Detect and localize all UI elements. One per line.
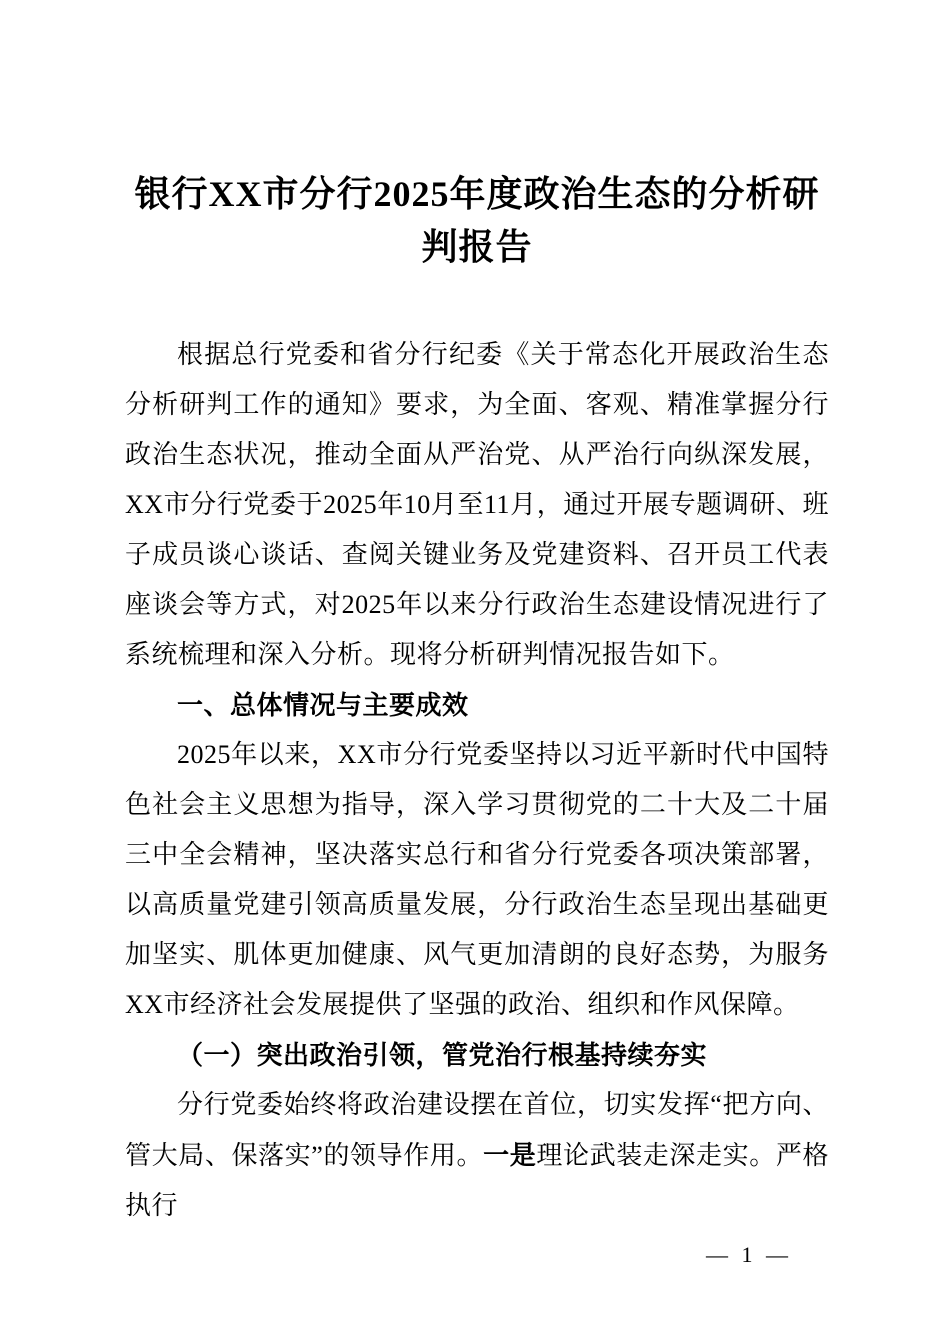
paragraph-political-leadership-rest: 理论武装走深走实。严格执行 [125,1141,829,1220]
paragraph-political-leadership-bold-marker: 一是 [483,1140,537,1170]
paragraph-overview: 2025年以来，XX市分行党委坚持以习近平新时代中国特色社会主义思想为指导，深入学习贯彻党的二十大及二十届三中全会精神，坚决落实总行和省分行党委各项决策部署，以高质量党建引领高质量发展，分行政治生态呈现出基础更加坚实、肌体更加健康、风气更加清朗的良好态势，为服务XX市经济社会发展提供了坚强的政治、组织和作风保障。 [125,740,829,1019]
subsection-heading-political-leadership: （一）突出政治引领，管党治行根基持续夯实 [177,1040,708,1070]
page-number: — 1 — [706,1242,792,1267]
section-heading-overview: 一、总体情况与主要成效 [177,690,469,720]
paragraph-political-leadership [125,1080,829,1231]
paragraph-political-leadership-lead: 分行党委始终将政治建设摆在首位，切实发挥“把方向、管大局、保落实”的领导作用。 [125,1090,829,1170]
document-title: 银行XX市分行2025年度政治生态的分析研判报告 [134,174,820,267]
paragraph-intro: 根据总行党委和省分行纪委《关于常态化开展政治生态分析研判工作的通知》要求，为全面、客观、精准掌握分行政治生态状况，推动全面从严治党、从严治行向纵深发展，XX市分行党委于2025年10月至11月，通过开展专题调研、班子成员谈心谈话、查阅关键业务及党建资料、召开员工代表座谈会等方式，对2025年以来分行政治生态建设情况进行了系统梳理和深入分析。现将分析研判情况报告如下。 [125,340,829,669]
